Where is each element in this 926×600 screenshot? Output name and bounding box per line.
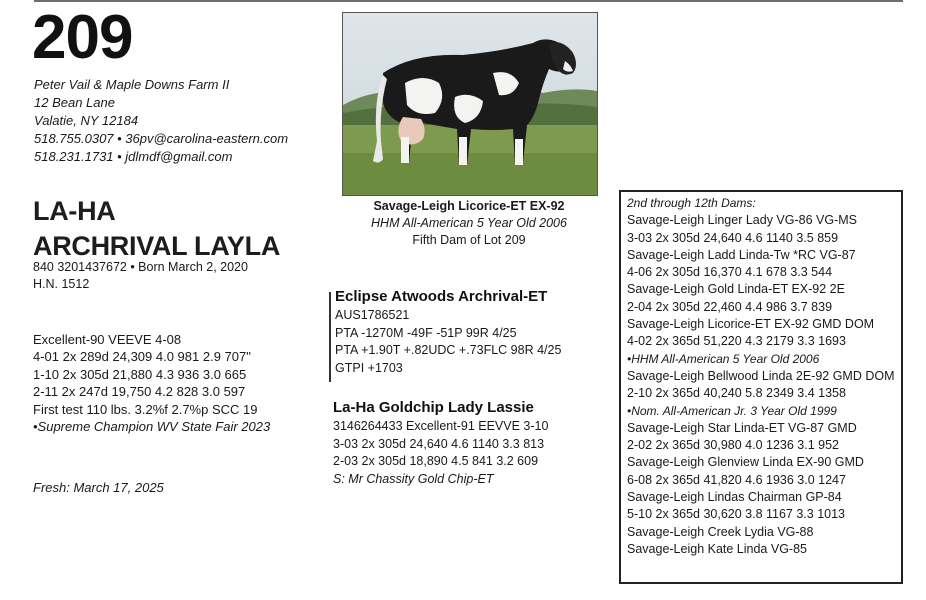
dam-entry: 3-03 2x 305d 24,640 4.6 1140 3.5 859 xyxy=(627,230,839,245)
dam-entry: Savage-Leigh Licorice-ET EX-92 GMD DOM xyxy=(627,317,875,332)
ancestor-dams-list xyxy=(627,195,895,558)
consignor-contact-2: 518.231.1731 • jdlmdf@gmail.com xyxy=(34,149,233,164)
fresh-date: Fresh: March 17, 2025 xyxy=(33,480,164,495)
dam-entry: Savage-Leigh Creek Lydia VG-88 xyxy=(627,524,814,539)
sire-line: GTPI +1703 xyxy=(335,360,403,375)
animal-ids xyxy=(33,259,248,293)
consignor-street: 12 Bean Lane xyxy=(34,95,115,110)
dam-entry: 2-04 2x 305d 22,460 4.4 986 3.7 839 xyxy=(627,299,833,314)
dam-entry: Savage-Leigh Linger Lady VG-86 VG-MS xyxy=(627,213,857,228)
herd-number: H.N. 1512 xyxy=(33,277,90,291)
record-line: 2-11 2x 247d 19,750 4.2 828 3.0 597 xyxy=(33,384,246,400)
dam-entry: Savage-Leigh Glenview Linda EX-90 GMD xyxy=(627,455,864,470)
photo-caption-name: Savage-Leigh Licorice-ET EX-92 xyxy=(373,199,565,213)
top-rule xyxy=(34,0,903,2)
dam-line: 3146264433 Excellent-91 EEVVE 3-10 xyxy=(333,419,549,433)
consignor-city: Valatie, NY 12184 xyxy=(34,113,139,128)
classification: Excellent-90 VEEVE 4-08 xyxy=(33,332,182,347)
dams-header: 2nd through 12th Dams: xyxy=(627,196,756,210)
dam-line: 3-03 2x 305d 24,640 4.6 1140 3.3 813 xyxy=(333,436,545,451)
dam-entry: 4-02 2x 365d 51,220 4.3 2179 3.3 1693 xyxy=(627,334,846,349)
dam-entry: Savage-Leigh Bellwood Linda 2E-92 GMD DOM xyxy=(627,368,895,383)
dam-entry: 6-08 2x 365d 41,820 4.6 1936 3.0 1247 xyxy=(627,472,846,487)
dam-entry: •HHM All-American 5 Year Old 2006 xyxy=(627,351,820,366)
consignor-contact-1: 518.755.0307 • 36pv@carolina-eastern.com xyxy=(34,131,289,146)
sire-block xyxy=(335,287,561,377)
lot-number: 209 xyxy=(32,3,133,72)
photo-caption xyxy=(342,198,596,249)
sire-name: Eclipse Atwoods Archrival-ET xyxy=(335,288,548,305)
dam-entry: 5-10 2x 365d 30,620 3.8 1167 3.3 1013 xyxy=(627,507,846,522)
sire-line: PTA +1.90T +.82UDC +.73FLC 98R 4/25 xyxy=(335,343,562,357)
dam-line: 2-03 2x 305d 18,890 4.5 841 3.2 609 xyxy=(333,454,539,468)
dam-entry: •Nom. All-American Jr. 3 Year Old 1999 xyxy=(627,403,837,418)
animal-name xyxy=(33,194,280,264)
animal-name-line-1: LA-HA xyxy=(33,196,116,226)
dam-entry: Savage-Leigh Lindas Chairman GP-84 xyxy=(627,490,842,505)
sire-line: PTA -1270M -49F -51P 99R 4/25 xyxy=(335,325,517,340)
record-line: First test 110 lbs. 3.2%f 2.7%p SCC 19 xyxy=(33,401,258,417)
animal-name-line-2: ARCHRIVAL LAYLA xyxy=(33,231,281,261)
dam-sire-line: S: Mr Chassity Gold Chip-ET xyxy=(333,471,494,486)
consignor-block xyxy=(34,76,288,166)
dam-entry: 2-02 2x 365d 30,980 4.0 1236 3.1 952 xyxy=(627,438,839,453)
dam-entry: Savage-Leigh Gold Linda-ET EX-92 2E xyxy=(627,282,845,297)
photo-caption-award: HHM All-American 5 Year Old 2006 xyxy=(371,216,567,230)
award-line: •Supreme Champion WV State Fair 2023 xyxy=(33,419,271,435)
registration-line: 840 3201437672 • Born March 2, 2020 xyxy=(33,260,248,274)
dam-block xyxy=(333,398,548,488)
photo-caption-relation: Fifth Dam of Lot 209 xyxy=(412,233,526,247)
dam-entry: Savage-Leigh Ladd Linda-Tw *RC VG-87 xyxy=(627,247,856,262)
dam-entry: 2-10 2x 365d 40,240 5.8 2349 3.4 1358 xyxy=(627,386,846,401)
record-line: 1-10 2x 305d 21,880 4.3 936 3.0 665 xyxy=(33,366,247,382)
production-records xyxy=(33,331,270,435)
dam-name: La-Ha Goldchip Lady Lassie xyxy=(333,399,534,416)
dam-entry: Savage-Leigh Star Linda-ET VG-87 GMD xyxy=(627,420,857,435)
sire-line: AUS1786521 xyxy=(335,308,410,322)
consignor-name: Peter Vail & Maple Downs Farm II xyxy=(34,77,230,92)
dam-entry: 4-06 2x 305d 16,370 4.1 678 3.3 544 xyxy=(627,265,833,280)
pedigree-bracket xyxy=(329,292,331,382)
dam-entry: Savage-Leigh Kate Linda VG-85 xyxy=(627,541,807,556)
cow-photo xyxy=(342,12,598,196)
record-line: 4-01 2x 289d 24,309 4.0 981 2.9 707" xyxy=(33,349,251,365)
